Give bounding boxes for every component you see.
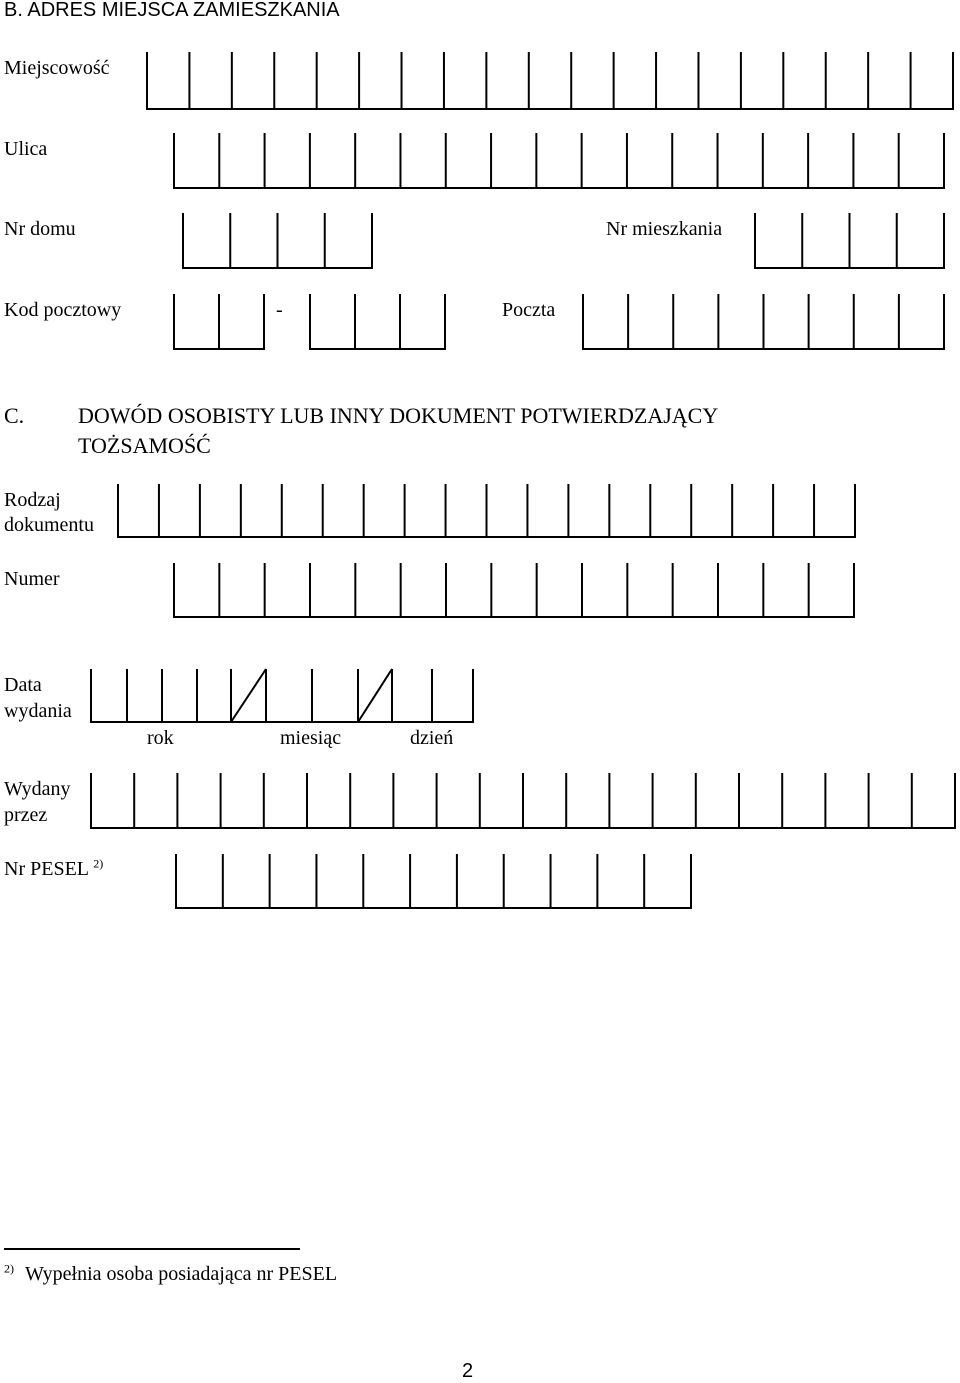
poczta-label: Poczta <box>502 299 556 321</box>
wydany-przez-cells[interactable] <box>90 773 956 829</box>
nr-mieszkania-label: Nr mieszkania <box>606 218 723 240</box>
data-wydania-cells[interactable] <box>90 669 474 723</box>
section-c-title-line1: DOWÓD OSOBISTY LUB INNY DOKUMENT POTWIERDZAJĄCY <box>78 403 719 428</box>
date-dzien-label: dzień <box>410 727 454 749</box>
kod-pocztowy-label: Kod pocztowy <box>4 299 122 321</box>
footnote-ref: 2) <box>4 1261 14 1276</box>
data-wydania-label-line2: wydania <box>4 700 72 722</box>
section-c-letter: C. <box>4 403 25 428</box>
wydany-przez-label-line2: przez <box>4 804 48 826</box>
nr-mieszkania-cells[interactable] <box>754 213 945 269</box>
section-b-letter: B. <box>4 0 23 21</box>
date-rok-label: rok <box>147 727 174 749</box>
miejscowosc-cells[interactable] <box>146 52 954 110</box>
poczta-cells[interactable] <box>582 294 945 350</box>
section-b-title: ADRES MIEJSCA ZAMIESZKANIA <box>27 0 340 21</box>
pesel-footnote-ref: 2) <box>93 856 104 871</box>
section-b-header <box>4 0 340 22</box>
rodzaj-label-line2: dokumentu <box>4 514 94 536</box>
pesel-cells[interactable] <box>175 854 692 909</box>
footnote <box>4 1262 337 1286</box>
date-miesiac-label: miesiąc <box>280 727 342 749</box>
nr-domu-label: Nr domu <box>4 218 76 240</box>
section-c-title-line2: TOŻSAMOŚĆ <box>78 433 211 458</box>
data-wydania-label-line1: Data <box>4 674 42 696</box>
footnote-text: Wypełnia osoba posiadająca nr PESEL <box>25 1263 338 1285</box>
pesel-label <box>4 857 103 881</box>
ulica-cells[interactable] <box>173 133 945 189</box>
rodzaj-dokumentu-cells[interactable] <box>117 484 856 538</box>
ulica-label: Ulica <box>4 138 48 160</box>
kod-separator: - <box>276 299 283 321</box>
kod-pocztowy-part1-cells[interactable] <box>173 294 265 350</box>
miejscowosc-label: Miejscowość <box>4 57 110 79</box>
rodzaj-label-line1: Rodzaj <box>4 489 61 511</box>
pesel-label-text: Nr PESEL <box>4 858 89 880</box>
footnote-divider <box>4 1248 300 1250</box>
numer-label: Numer <box>4 568 60 590</box>
nr-domu-cells[interactable] <box>182 213 373 269</box>
wydany-przez-label-line1: Wydany <box>4 778 71 800</box>
numer-cells[interactable] <box>173 563 855 618</box>
page-number: 2 <box>462 1360 474 1382</box>
kod-pocztowy-part2-cells[interactable] <box>309 294 446 350</box>
